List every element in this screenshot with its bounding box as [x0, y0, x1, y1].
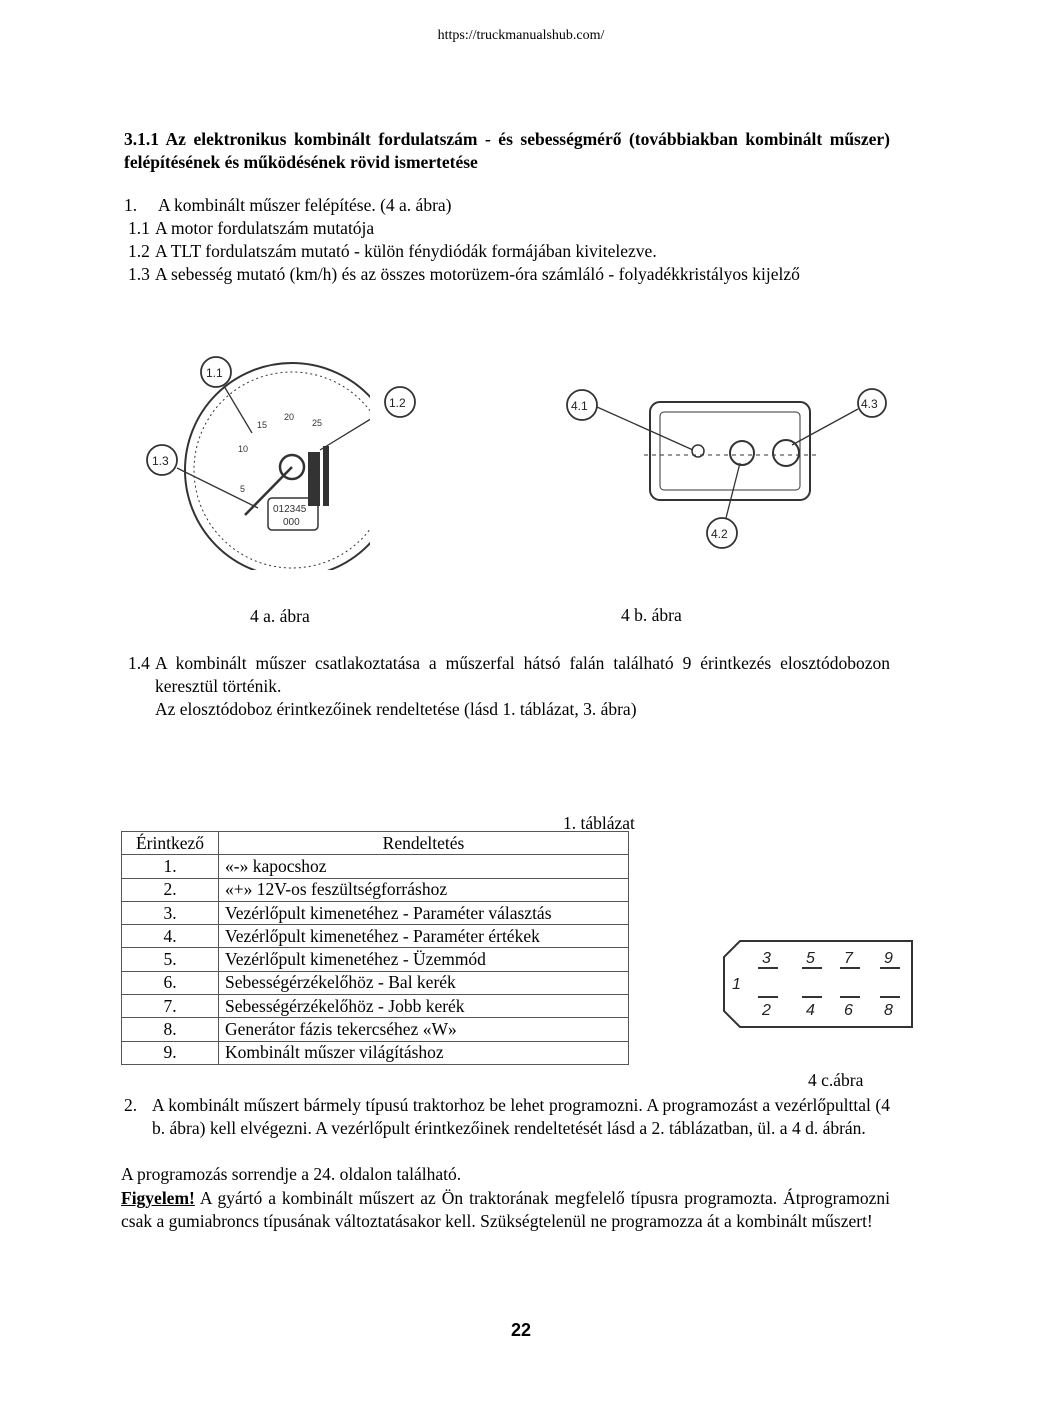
pin-label: 8: [884, 1002, 893, 1019]
panel-led: [692, 445, 704, 457]
odometer-value: 012345: [273, 504, 307, 515]
table-cell: «+» 12V-os feszültségforráshoz: [219, 878, 629, 901]
list-item: [128, 263, 890, 309]
table-cell: Vezérlőpult kimenetéhez - Üzemmód: [219, 948, 629, 971]
callout-label: 4.3: [861, 397, 878, 411]
pin-label: 2: [762, 1002, 771, 1019]
pin-label: 6: [844, 1002, 853, 1019]
table-row: [122, 855, 629, 878]
section-heading: 3.1.1 Az elektronikus kombinált fordulatszám - és sebességmérő (továbbiakban kombinált műszer) felépítésének és működésének rövid ismertetése: [124, 129, 890, 172]
source-url: https://truckmanualshub.com/: [437, 28, 605, 43]
table-row: [122, 878, 629, 901]
list-number: 1.: [124, 195, 138, 215]
table-row: [122, 971, 629, 994]
callout-leader: [597, 407, 693, 450]
list-number: 1.2: [128, 241, 150, 261]
callout-1-2: [380, 382, 420, 422]
table-cell: Sebességérzékelőhöz - Jobb kerék: [219, 995, 629, 1018]
programming-order-note: A programozás sorrendje a 24. oldalon található.: [121, 1164, 462, 1184]
callout-leader: [224, 386, 252, 433]
tlt-led-strip: [323, 446, 329, 506]
table-header: Érintkező: [122, 832, 219, 855]
list-text: A sebesség mutató (km/h) és az összes motorüzem-óra számláló - folyadékkristályos kijelző: [155, 264, 800, 284]
table-cell: 8.: [122, 1018, 219, 1041]
scale-number: 5: [240, 484, 246, 494]
list-text: A motor fordulatszám mutatója: [155, 218, 375, 238]
list-number: 1.4: [128, 653, 150, 673]
table-row: [122, 925, 629, 948]
table-cell: Sebességérzékelőhöz - Bal kerék: [219, 971, 629, 994]
table-row: [122, 1041, 629, 1064]
table-cell: 7.: [122, 995, 219, 1018]
callout-leader: [792, 409, 858, 445]
warning-paragraph: [121, 1187, 890, 1232]
table-cell: Kombinált műszer világításhoz: [219, 1041, 629, 1064]
figure-caption: 4 c.ábra: [808, 1070, 864, 1090]
callout-label: 4.1: [571, 399, 588, 413]
table-cell: Vezérlőpult kimenetéhez - Paraméter választás: [219, 901, 629, 924]
pin-label: 5: [806, 950, 815, 967]
scale-number: 25: [312, 418, 323, 428]
table-cell: «-» kapocshoz: [219, 855, 629, 878]
list-item: [128, 652, 890, 722]
table-cell: 6.: [122, 971, 219, 994]
list-item: [128, 217, 890, 240]
list-item: [124, 194, 890, 217]
list-number: 2.: [124, 1095, 138, 1115]
panel-button: [730, 441, 754, 465]
callout-label: 1.1: [206, 366, 223, 380]
gauge-scale: [194, 372, 370, 568]
scale-number: 15: [257, 420, 268, 430]
list-item: [128, 240, 890, 263]
scale-number: 10: [238, 444, 249, 454]
warning-text: A gyártó a kombinált műszert az Ön traktorának megfelelő típusra programozta. Átprogramozni csak a gumiabroncs típusának változtatásakor kell. Szükségtelenül ne programozza át a kombinált műszert!: [121, 1188, 890, 1231]
scale-number: 20: [284, 412, 295, 422]
table-cell: 5.: [122, 948, 219, 971]
pin-label: 3: [762, 950, 771, 967]
pin-label: 9: [884, 950, 893, 967]
odometer-value: 000: [283, 517, 300, 528]
table-header: Rendeltetés: [219, 832, 629, 855]
table-caption: 1. táblázat: [563, 813, 635, 833]
list-item: [124, 1094, 890, 1162]
table-cell: 9.: [122, 1041, 219, 1064]
figure-4a-gauge: [140, 340, 370, 570]
figure-4b-control-panel: [560, 375, 900, 555]
table-row: [122, 1018, 629, 1041]
pin-label: 4: [806, 1002, 815, 1019]
table-cell: 3.: [122, 901, 219, 924]
callout-label: 1.3: [152, 454, 169, 468]
pin-label: 7: [844, 950, 853, 967]
table-cell: 4.: [122, 925, 219, 948]
table-cell: Vezérlőpult kimenetéhez - Paraméter értékek: [219, 925, 629, 948]
table-cell: Generátor fázis tekercséhez «W»: [219, 1018, 629, 1041]
table-cell: 2.: [122, 878, 219, 901]
warning-label: Figyelem!: [121, 1188, 195, 1208]
figure-caption: 4 a. ábra: [250, 606, 310, 626]
callout-leader: [320, 406, 370, 450]
contact-assignment-table: [121, 831, 629, 1065]
table-row: [122, 948, 629, 971]
figure-caption: 4 b. ábra: [621, 605, 682, 625]
gauge-outer-ring: [185, 363, 370, 570]
table-cell: 1.: [122, 855, 219, 878]
pin-label: 1: [732, 976, 741, 993]
list-number: 1.1: [128, 218, 150, 238]
list-text: A kombinált műszert bármely típusú traktorhoz be lehet programozni. A programozást a vezérlőpulttal (4 b. ábra) kell elvégezni. A vezérlőpult érintkezőinek rendeltetését lásd a 2. táblázatban, ül. a 4 d. ábrán.: [152, 1095, 890, 1138]
list-text-continued: Az elosztódoboz érintkezőinek rendeltetése (lásd 1. táblázat, 3. ábra): [155, 699, 637, 719]
list-text: A kombinált műszer felépítése. (4 a. ábra): [158, 195, 452, 215]
list-text: A kombinált műszer csatlakoztatása a műszerfal hátsó falán található 9 érintkezés elosztódobozon keresztül történik.: [155, 653, 890, 696]
list-text: A TLT fordulatszám mutató - külön fénydiódák formájában kivitelezve.: [155, 241, 657, 261]
figure-4c-connector: [718, 935, 918, 1031]
list-number: 1.3: [128, 264, 150, 284]
table-row: [122, 995, 629, 1018]
page-number: 22: [510, 1320, 532, 1340]
callout-label: 1.2: [389, 396, 406, 410]
table-row: [122, 901, 629, 924]
table-header-row: [122, 832, 629, 855]
tlt-led-strip: [308, 452, 320, 506]
callout-label: 4.2: [711, 527, 728, 541]
